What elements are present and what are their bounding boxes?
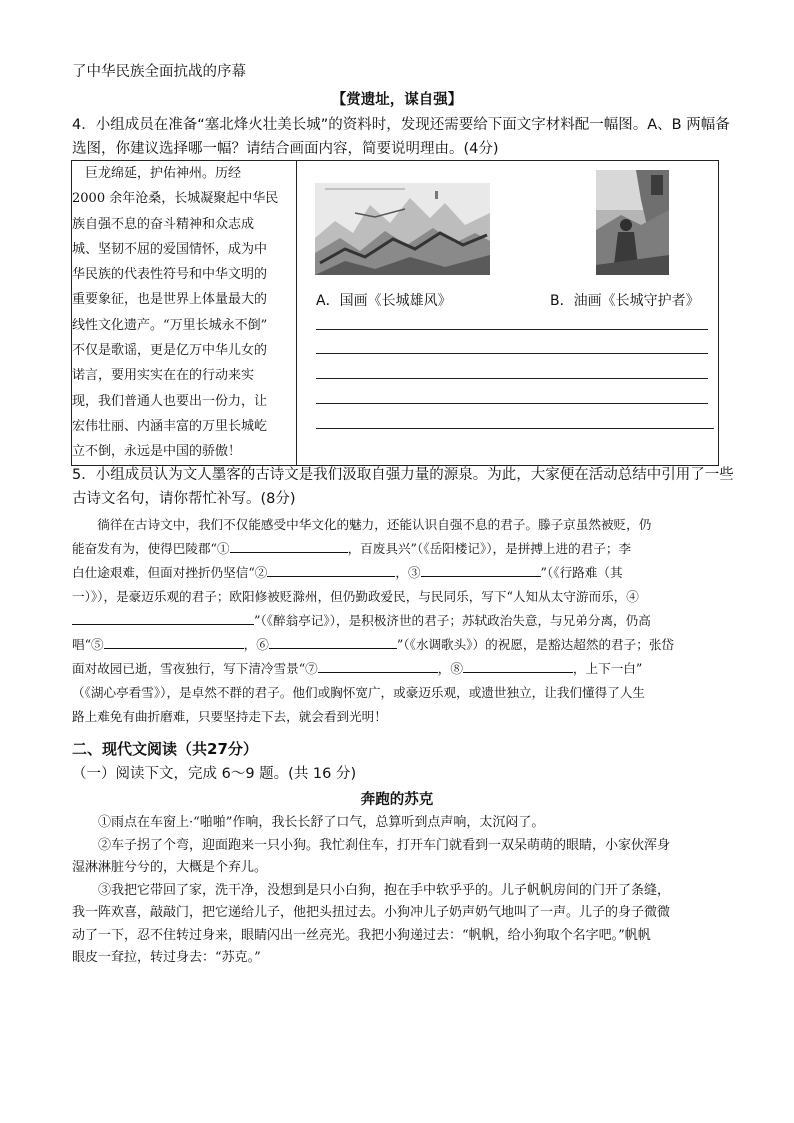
passage-text: ，⑧ (437, 661, 463, 676)
material-line: 线性文化遗产。“万里长城永不倒” (72, 317, 268, 333)
great-wall-landscape-painting (315, 183, 490, 275)
material-line: 现，我们普通人也要出一份力，让 (72, 393, 268, 409)
answer-line (316, 353, 708, 354)
passage-line: 徜徉在古诗文中，我们不仅能感受中华文化的魅力，还能认识自强不息的君子。滕子京虽然被贬，仍 (72, 517, 652, 532)
material-line: 族自强不息的奋斗精神和众志成 (72, 216, 255, 232)
great-wall-guardian-oil-painting (596, 170, 669, 275)
passage-text: ”（《水调歌头》）的祝愿，是豁达超然的君子；张岱 (396, 637, 675, 652)
question-5-line-1: 5．小组成员认为文人墨客的古诗文是我们汲取自强力量的源泉。为此，大家便在活动总结中引用了一些 (72, 467, 734, 483)
blank-1[interactable] (230, 537, 348, 553)
passage-text: ，上下一白” (572, 661, 643, 676)
passage-text: 白仕途艰难，但面对挫折仍坚信“② (72, 565, 268, 580)
passage-line: 路上难免有曲折磨难，只要坚持走下去，就会看到光明！ (72, 709, 387, 724)
blank-3[interactable] (421, 561, 541, 577)
blank-7[interactable] (318, 657, 438, 673)
passage-text: ，百废具兴”（《岳阳楼记》），是拼搏上进的君子；李 (347, 541, 632, 556)
passage-line: 一）》），是豪迈乐观的君子；欧阳修被贬滁州，但仍勤政爱民，与民同乐，写下“人知从太守游而乐，④ (72, 589, 639, 604)
blank-5[interactable] (104, 633, 244, 649)
answer-line (316, 378, 708, 379)
story-line: 湿淋淋脏兮兮的，大概是个弃儿。 (46, 860, 268, 875)
story-line: ②车子拐了个弯，迎面跑来一只小狗。我忙刹住车，打开车门就看到一双呆萌萌的眼睛，小家伙浑身 (72, 837, 671, 853)
passage-text: 唱“⑤ (72, 637, 104, 652)
passage-text: 面对故园已逝，雪夜独行，写下清冷雪景“⑦ (72, 661, 318, 676)
option-b-label: B．油画《长城守护者》 (550, 293, 700, 309)
passage-text: ，③ (395, 565, 421, 580)
question-4-line-1: 4．小组成员在准备“塞北烽火壮美长城”的资料时，发现还需要给下面文字材料配一幅图。A、B 两幅备 (72, 117, 730, 133)
material-line: 华民族的代表性符号和中华文明的 (72, 267, 268, 283)
story-line: 我一阵欢喜，敲敲门，把它递给儿子，他把头扭过去。小狗冲儿子奶声奶气地叫了一声。儿子的身子微微 (46, 905, 671, 920)
blank-2[interactable] (267, 561, 395, 577)
story-body (46, 812, 722, 970)
passage-text: ”（《行路难（其 (540, 565, 623, 580)
material-line: 2000 余年沧桑，长城凝聚起中华民 (72, 191, 279, 207)
passage-line (72, 537, 722, 561)
question-5-passage (72, 513, 722, 729)
answer-line (316, 403, 708, 404)
blank-8[interactable] (463, 657, 573, 673)
blank-4[interactable] (72, 609, 254, 625)
passage-line (72, 609, 722, 633)
material-line: 城、坚韧不屈的爱国情怀，成为中 (72, 241, 268, 257)
material-line: 重要象征，也是世界上体量最大的 (72, 292, 268, 308)
section-heading: 【赏遗址，谋自强】 (331, 91, 463, 108)
answer-line (316, 329, 708, 330)
blank-6[interactable] (269, 633, 397, 649)
material-line: 不仅是歌谣，更是亿万中华儿女的 (72, 343, 268, 359)
part-2-subheading: （一）阅读下文，完成 6～9 题。(共 16 分) (72, 766, 357, 782)
material-line: 立不倒，永远是中国的骄傲！ (72, 444, 242, 460)
option-a-label: A．国画《长城雄风》 (316, 293, 452, 309)
passage-text: ”（《醉翁亭记》），是积极济世的君子；苏轼政治失意，与兄弟分离，仍高 (254, 613, 651, 628)
material-line: 诺言，要用实实在在的行动来实 (72, 368, 255, 384)
passage-text: 能奋发有为，使得巴陵郡“① (72, 541, 230, 556)
part-2-heading: 二、现代文阅读（共27分） (72, 740, 258, 758)
material-line: 巨龙绵延，护佑神州。历经 (72, 166, 242, 181)
passage-line (72, 561, 722, 585)
material-text-cell (72, 161, 297, 466)
question-5-line-2: 古诗文名句，请你帮忙补写。(8分) (72, 491, 296, 507)
answer-line (316, 428, 714, 429)
passage-text: ，⑥ (243, 637, 269, 652)
story-line: 眼皮一耷拉，转过身去：“苏克。” (46, 950, 261, 965)
story-title: 奔跑的苏克 (360, 791, 434, 808)
material-line: 宏伟壮丽、内涵丰富的万里长城屹 (72, 418, 268, 434)
story-line: ①雨点在车窗上·“啪啪”作响，我长长舒了口气，总算听到点声响，太沉闷了。 (72, 815, 545, 830)
story-line: ③我把它带回了家，洗干净，没想到是只小白狗，抱在手中软乎乎的。儿子帆帆房间的门开了条缝， (72, 882, 671, 898)
passage-line (72, 633, 722, 657)
passage-line: （《湖心亭看雪》），是卓然不群的君子。他们或胸怀宽广，或豪迈乐观，或遗世独立，让我们懂得了人生 (72, 685, 646, 700)
passage-line (72, 657, 722, 681)
question-4-line-2: 选图，你建议选择哪一幅？请结合画面内容，简要说明理由。(4分) (72, 141, 499, 157)
continued-text-line: 了中华民族全面抗战的序幕 (72, 64, 246, 80)
story-line: 动了一下，忍不住转过身来，眼睛闪出一丝亮光。我把小狗递过去：“帆帆，给小狗取个名字吧。”帆帆 (46, 927, 651, 943)
